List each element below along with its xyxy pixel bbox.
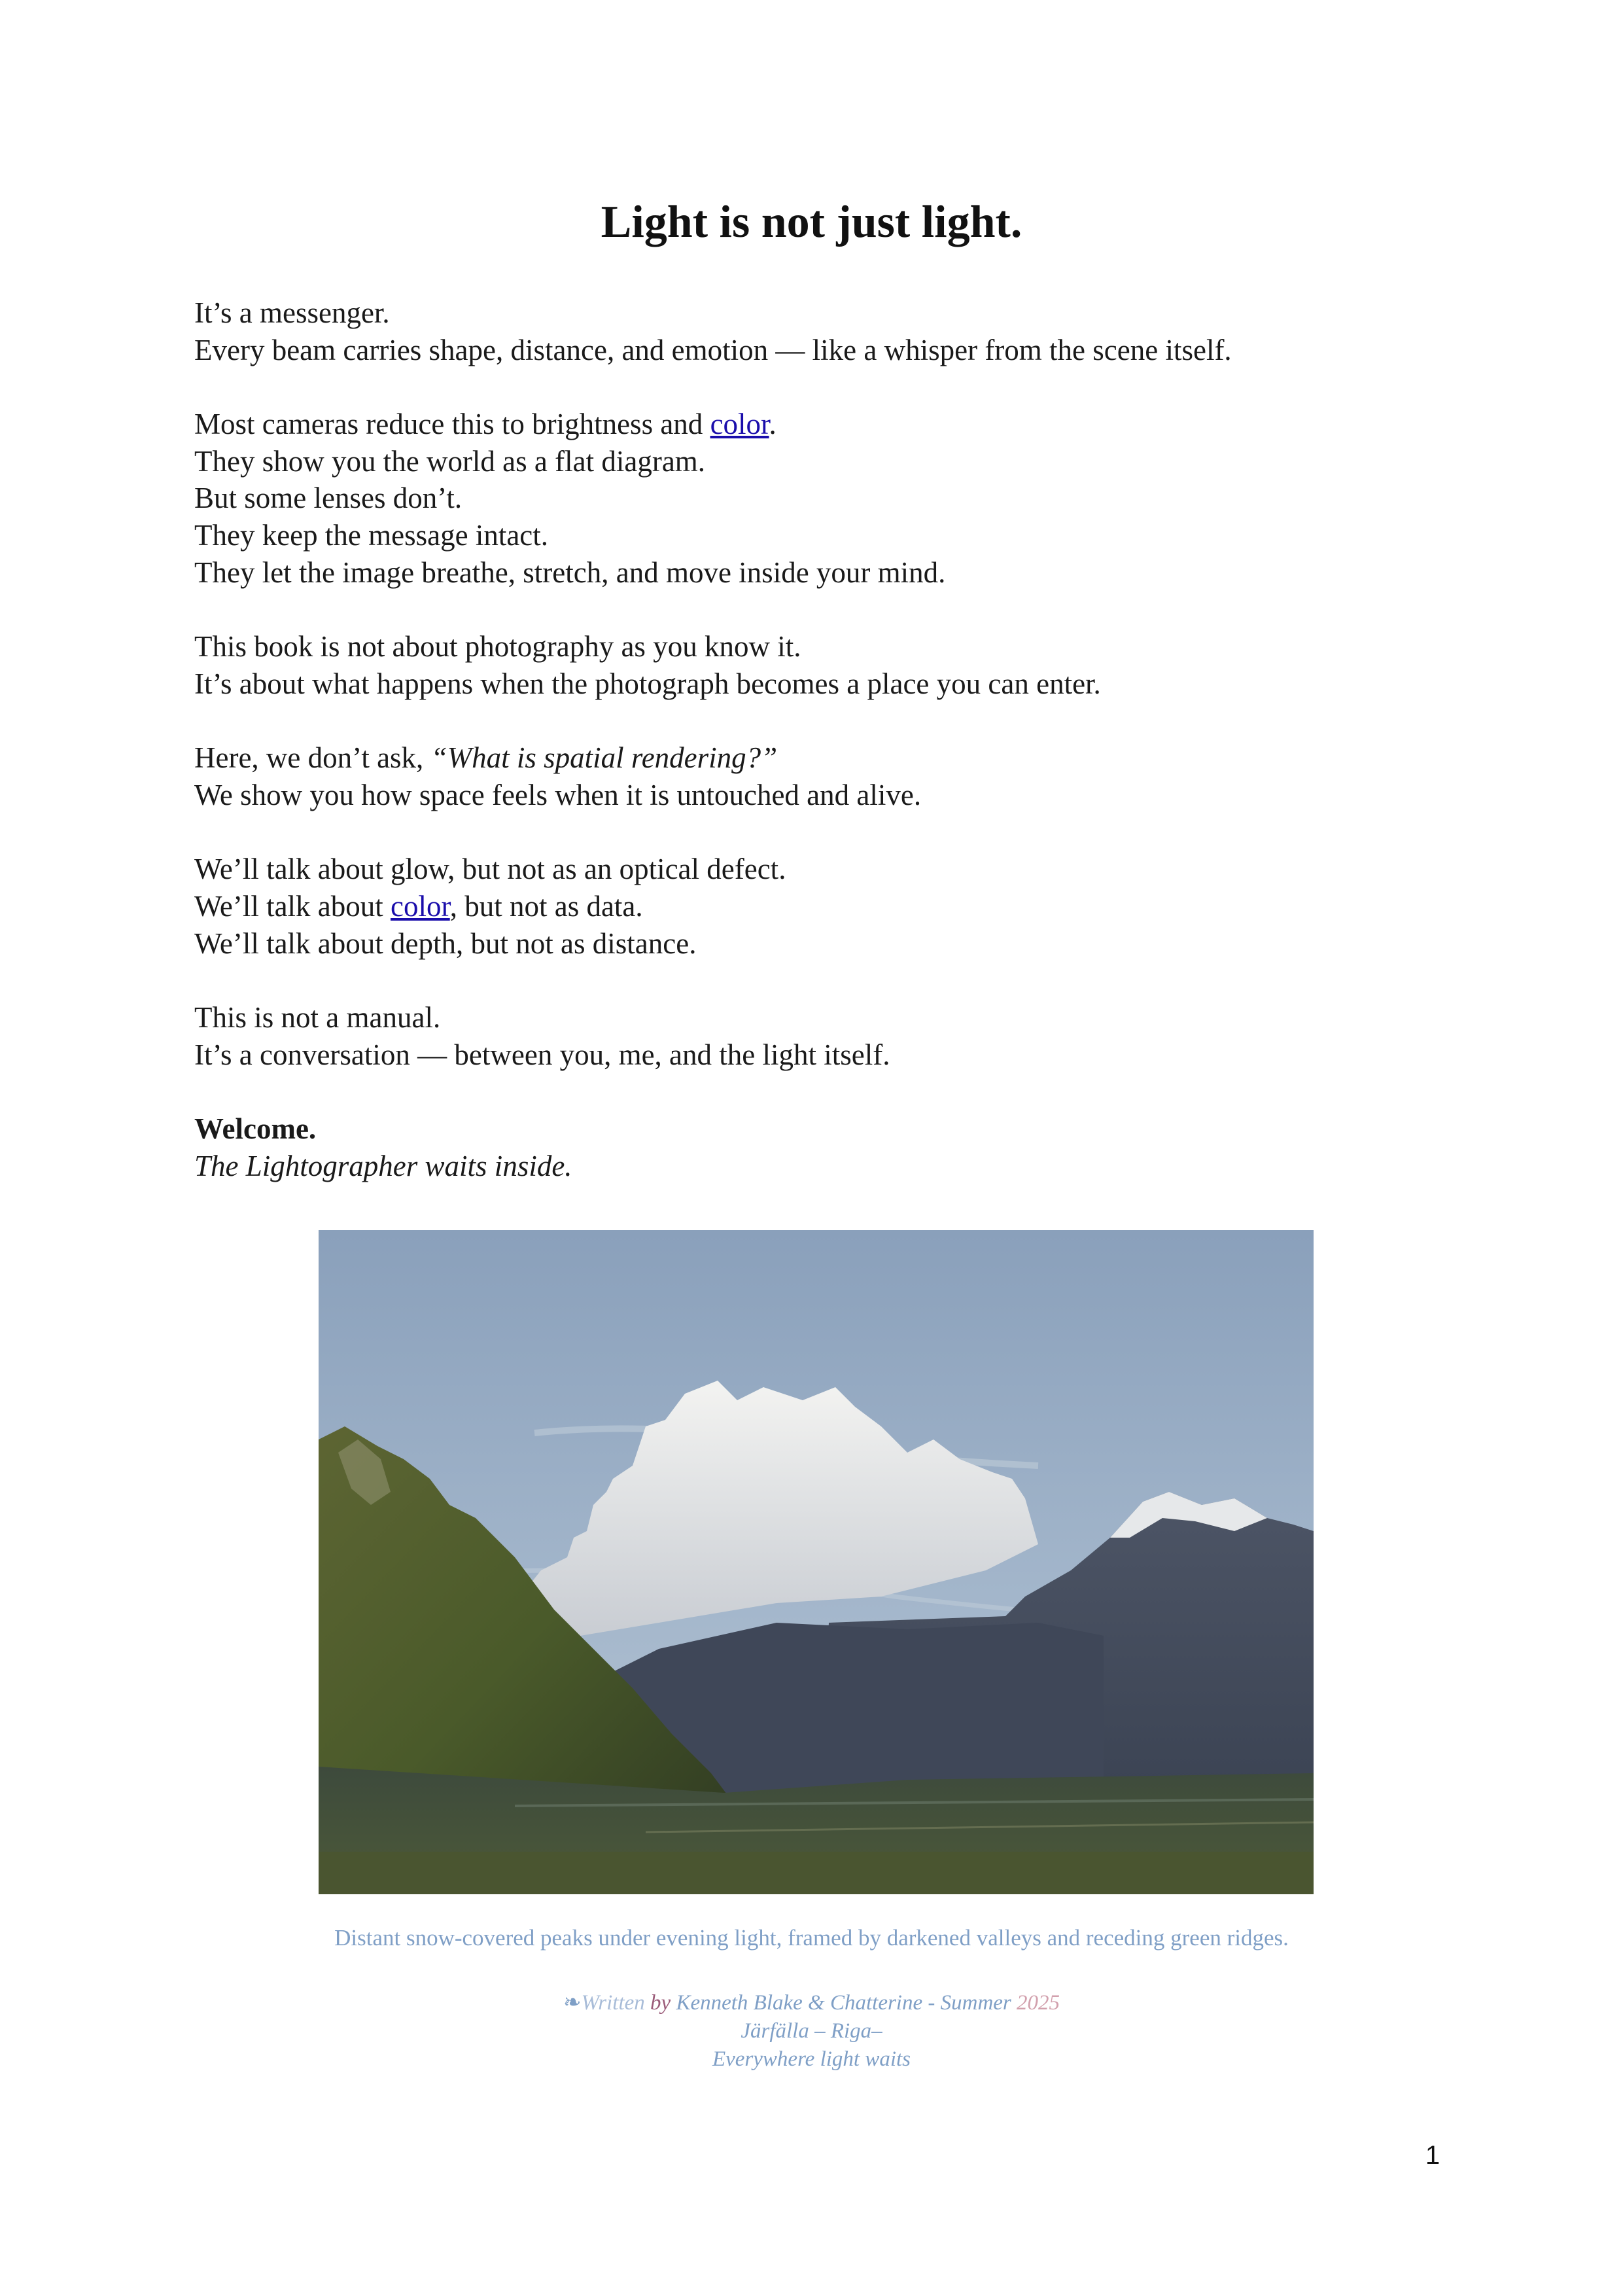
credit-year: 2025 [1017, 1991, 1060, 2015]
quoted-question: “What is spatial rendering?” [430, 741, 778, 775]
text-line: They let the image breathe, stretch, and move inside your mind. [194, 556, 946, 589]
credit-motto: Everywhere light waits [712, 2047, 911, 2071]
photo-caption: Distant snow-covered peaks under evening light, framed by darkened valleys and receding green ridges. [334, 1925, 1289, 1951]
text-line: This book is not about photography as you know it. [194, 630, 801, 663]
color-link[interactable]: color [710, 408, 769, 441]
text-line: This is not a manual. [194, 1001, 441, 1034]
text-line: It’s a conversation — between you, me, and the light itself. [194, 1038, 890, 1071]
text-line: Every beam carries shape, distance, and emotion — like a whisper from the scene itself. [194, 333, 1232, 366]
text-line: We’ll talk about depth, but not as distance. [194, 927, 697, 960]
text-line: It’s a messenger. [194, 296, 390, 329]
text-line: But some lenses don’t. [194, 482, 462, 515]
page-title: Light is not just light. [601, 197, 1022, 247]
text-line: It’s about what happens when the photograph becomes a place you can enter. [194, 667, 1101, 700]
text-line: They show you the world as a flat diagram. [194, 444, 706, 478]
fleuron-icon: ❧ [563, 1991, 582, 2015]
text-line: They keep the message intact. [194, 519, 549, 552]
text-line: Most cameras reduce this to brightness and color. [194, 408, 777, 441]
welcome-heading: Welcome. [194, 1112, 317, 1146]
credit-authors: Kenneth Blake & Chatterine - Summer [676, 1991, 1011, 2015]
tagline: The Lightographer waits inside. [194, 1149, 572, 1182]
text-line: Here, we don’t ask, “What is spatial rendering?” [194, 741, 778, 775]
color-link[interactable]: color [391, 890, 450, 923]
text-line: We’ll talk about glow, but not as an optical defect. [194, 853, 786, 886]
page-number: 1 [1425, 2141, 1440, 2170]
mountain-photo [319, 1230, 1314, 1894]
text-line: We show you how space feels when it is untouched and alive. [194, 778, 922, 811]
credit-by: by [650, 1991, 671, 2015]
body-text [194, 294, 1437, 1185]
credit-line [0, 1989, 1623, 2017]
text-line: We’ll talk about color, but not as data. [194, 890, 643, 923]
credit-written: Written [581, 1991, 645, 2015]
credit-places: Järfälla – Riga– [741, 2019, 882, 2043]
author-credit [0, 1989, 1623, 2074]
